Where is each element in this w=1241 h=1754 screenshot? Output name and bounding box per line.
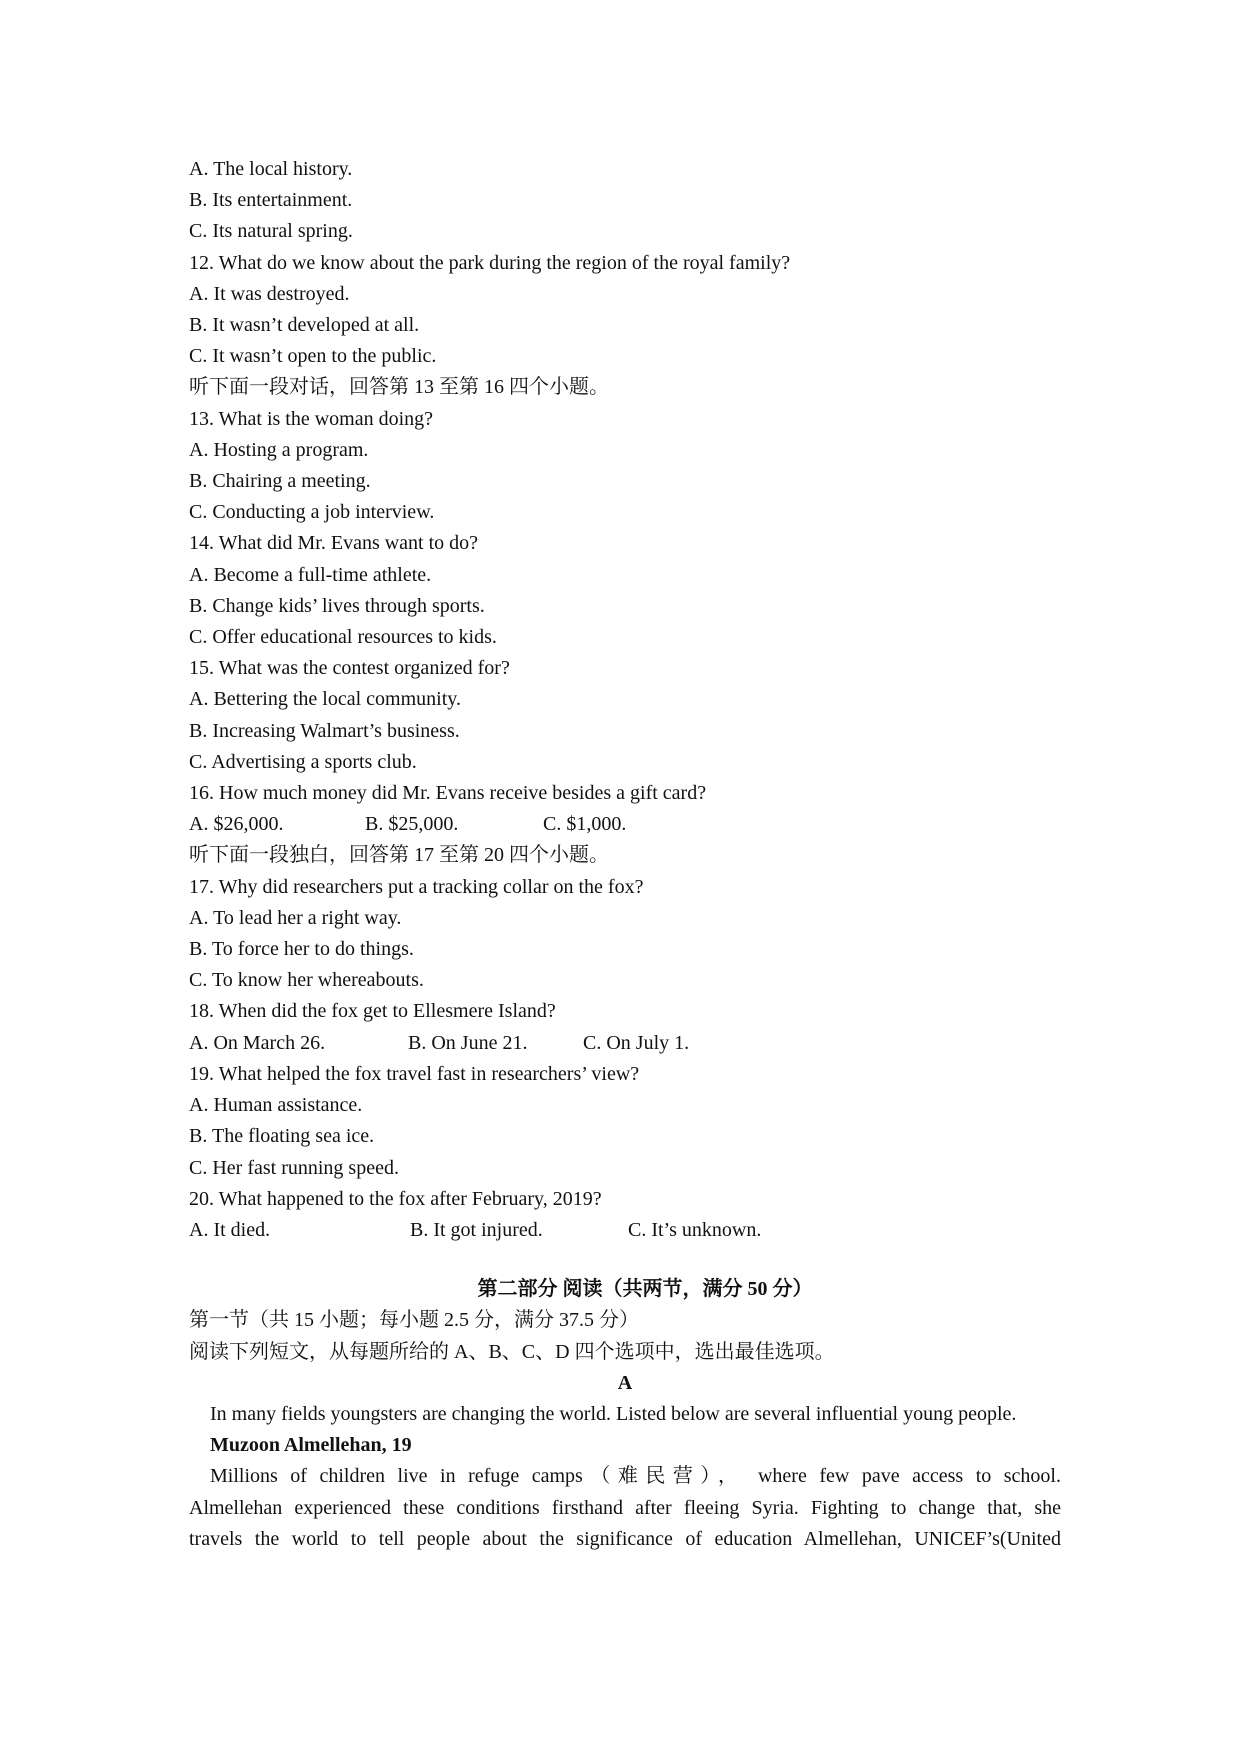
q13-option-a: A. Hosting a program. (189, 438, 369, 461)
q11-option-a: A. The local history. (189, 158, 353, 180)
q16-question: 16. How much money did Mr. Evans receive besides a gift card? (189, 782, 707, 805)
q18-question: 18. When did the fox get to Ellesmere Island? (189, 1000, 556, 1023)
q17-option-b: B. To force her to do things. (189, 938, 414, 961)
q11-option-b: B. Its entertainment. (189, 189, 353, 212)
q20-options (189, 1215, 1061, 1246)
q12-option-c: C. It wasn’t open to the public. (189, 345, 437, 368)
q11-option-c: C. Its natural spring. (189, 220, 353, 243)
q14-option-c: C. Offer educational resources to kids. (189, 626, 497, 649)
passage-line-1: Millions of children live in refuge camps（难民营）， where few pave access to school. (210, 1465, 1061, 1488)
passage-line-3: travels the world to tell people about the significance of education Almellehan, UNICEF’s(United (189, 1527, 1061, 1550)
q16-option-c: C. $1,000. (543, 813, 627, 836)
q18-option-b: B. On June 21. (408, 1031, 528, 1054)
q15-question: 15. What was the contest organized for? (189, 657, 510, 680)
q15-option-a: A. Bettering the local community. (189, 688, 461, 711)
q18-options (189, 1028, 1061, 1059)
q19-option-c: C. Her fast running speed. (189, 1156, 399, 1179)
q19-option-a: A. Human assistance. (189, 1094, 363, 1117)
q13-option-c: C. Conducting a job interview. (189, 501, 435, 524)
section-spacer (189, 1246, 1061, 1274)
passage-line-2: Almellehan experienced these conditions firsthand after fleeing Syria. Fighting to change that, she (189, 1496, 1061, 1519)
section-one-title: 第一节（共 15 小题；每小题 2.5 分，满分 37.5 分） (189, 1309, 639, 1332)
passage-label: A (617, 1371, 633, 1394)
person-heading: Muzoon Almellehan, 19 (210, 1434, 412, 1457)
q14-option-a: A. Become a full-time athlete. (189, 563, 432, 586)
instruction-17-20: 听下面一段独白，回答第 17 至第 20 四个小题。 (189, 844, 609, 867)
q15-option-b: B. Increasing Walmart’s business. (189, 719, 460, 742)
q16-options (189, 809, 1061, 840)
passage-intro: In many fields youngsters are changing the world. Listed below are several influential young people. (210, 1402, 1017, 1425)
q18-option-a: A. On March 26. (189, 1031, 326, 1054)
q12-question: 12. What do we know about the park during the region of the royal family? (189, 251, 791, 274)
instruction-13-16: 听下面一段对话，回答第 13 至第 16 四个小题。 (189, 376, 609, 399)
q17-question: 17. Why did researchers put a tracking collar on the fox? (189, 875, 644, 898)
q18-option-c: C. On July 1. (583, 1031, 690, 1054)
q19-question: 19. What helped the fox travel fast in researchers’ view? (189, 1062, 640, 1085)
q15-option-c: C. Advertising a sports club. (189, 750, 417, 773)
q20-option-b: B. It got injured. (410, 1218, 543, 1241)
q20-option-c: C. It’s unknown. (628, 1218, 762, 1241)
q16-option-b: B. $25,000. (365, 813, 459, 836)
page-content (189, 154, 1061, 1555)
q13-option-b: B. Chairing a meeting. (189, 470, 371, 493)
q14-option-b: B. Change kids’ lives through sports. (189, 594, 485, 617)
part-two-title: 第二部分 阅读（共两节，满分 50 分） (477, 1278, 813, 1301)
q17-option-a: A. To lead her a right way. (189, 906, 402, 929)
q13-question: 13. What is the woman doing? (189, 407, 434, 430)
q20-question: 20. What happened to the fox after February, 2019? (189, 1187, 602, 1210)
q14-question: 14. What did Mr. Evans want to do? (189, 532, 479, 555)
q12-option-b: B. It wasn’t developed at all. (189, 314, 420, 337)
q19-option-b: B. The floating sea ice. (189, 1125, 375, 1148)
q16-option-a: A. $26,000. (189, 813, 284, 836)
reading-instruction: 阅读下列短文，从每题所给的 A、B、C、D 四个选项中，选出最佳选项。 (189, 1340, 835, 1363)
q20-option-a: A. It died. (189, 1218, 271, 1241)
q12-option-a: A. It was destroyed. (189, 282, 350, 305)
q17-option-c: C. To know her whereabouts. (189, 969, 424, 992)
